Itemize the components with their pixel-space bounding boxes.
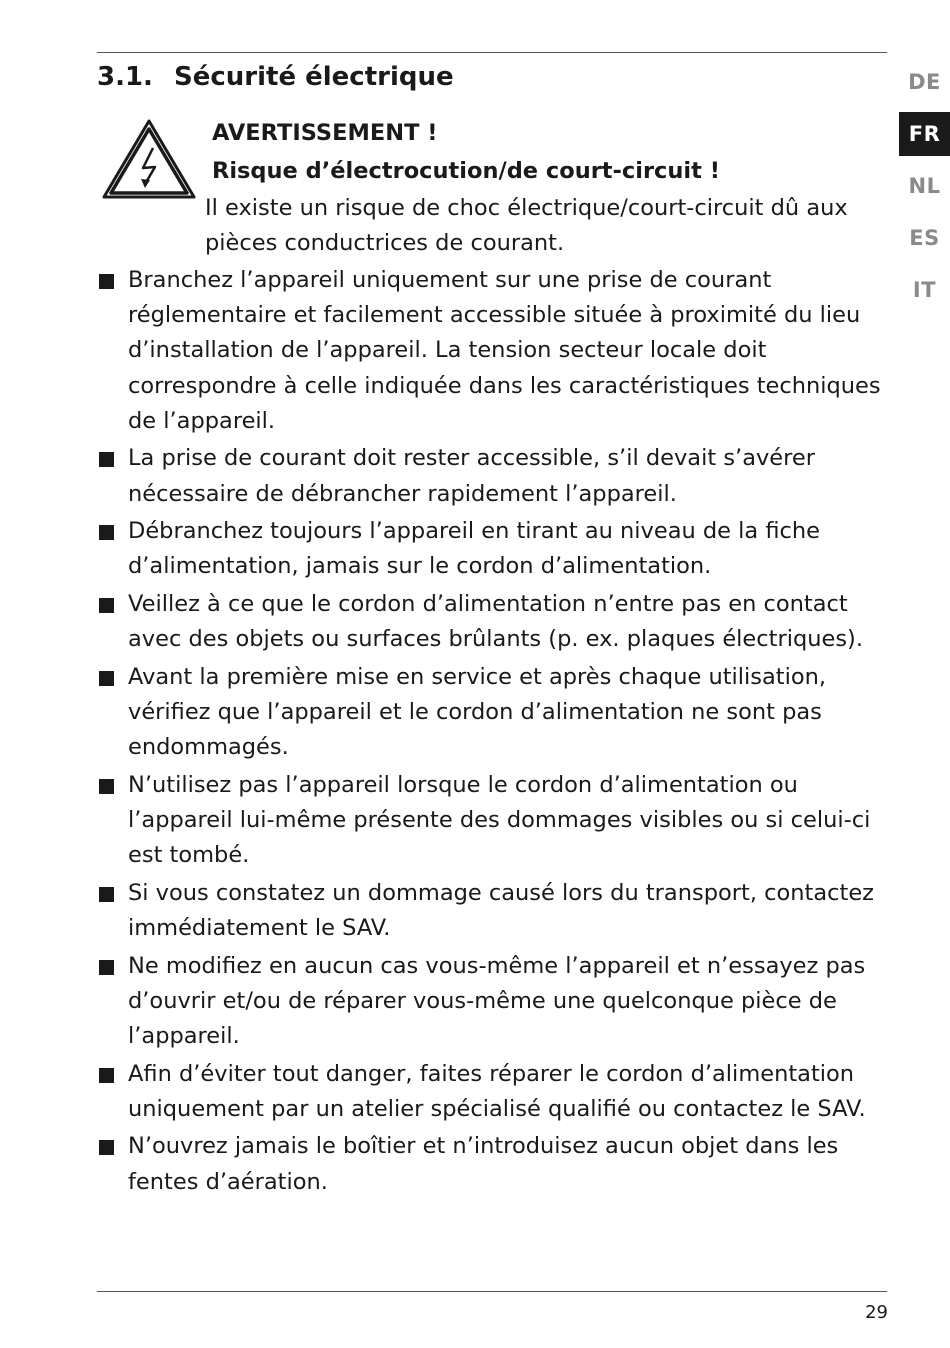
list-item: [97, 441, 887, 511]
list-item: [97, 263, 887, 439]
bullet-square-icon: [99, 779, 114, 794]
bullet-square-icon: [99, 274, 114, 289]
language-tab-it[interactable]: IT: [912, 278, 937, 302]
list-item: [97, 1057, 887, 1127]
language-tab-de[interactable]: DE: [908, 70, 941, 94]
list-item-text: La prise de courant doit rester accessible, s’il devait s’avérer nécessaire de débrancher rapidement l’appareil.: [128, 445, 815, 507]
bullet-square-icon: [99, 525, 114, 540]
list-item-text: Veillez à ce que le cordon d’alimentation n’entre pas en contact avec des objets ou surfaces brûlants (p. ex. plaques électriques).: [128, 591, 863, 653]
list-item: [97, 514, 887, 584]
language-tab-nl[interactable]: NL: [908, 174, 941, 198]
list-item: [97, 660, 887, 766]
bullet-square-icon: [99, 452, 114, 467]
bullet-square-icon: [99, 960, 114, 975]
list-item-text: N’ouvrez jamais le boîtier et n’introduisez aucun objet dans les fentes d’aération.: [128, 1133, 839, 1195]
list-item: [97, 949, 887, 1055]
bullet-square-icon: [99, 598, 114, 613]
language-tab-es[interactable]: ES: [909, 226, 940, 250]
list-item-text: Si vous constatez un dommage causé lors du transport, contactez immédiatement le SAV.: [128, 879, 874, 941]
section-number: 3.1.: [97, 62, 153, 92]
list-item: [97, 876, 887, 946]
list-item-text: Ne modifiez en aucun cas vous-même l’appareil et n’essayez pas d’ouvrir et/ou de réparer vous-même une quelconque pièce de l’appareil.: [128, 952, 866, 1049]
electric-shock-warning-icon: [101, 118, 197, 200]
list-item-text: Branchez l’appareil uniquement sur une prise de courant réglementaire et facilement accessible située à proximité du lieu d’installation de l’appareil. La tension secteur locale doit correspondre à celle indiquée dans les caractéristiques techniques de l’appareil.: [128, 267, 881, 434]
warning-subtitle: Risque d’électrocution/de court-circuit !: [212, 158, 720, 184]
list-item-text: Avant la première mise en service et après chaque utilisation, vérifiez que l’appareil et le cordon d’alimentation ne sont pas endommagés.: [128, 663, 827, 761]
page-number: 29: [865, 1302, 888, 1323]
safety-list: [97, 263, 887, 1202]
section-title: Sécurité électrique: [174, 62, 454, 92]
warning-title: AVERTISSEMENT !: [212, 120, 438, 146]
language-tabs: [899, 60, 950, 320]
list-item: [97, 768, 887, 874]
bullet-square-icon: [99, 671, 114, 686]
bullet-square-icon: [99, 1068, 114, 1083]
list-item-text: N’utilisez pas l’appareil lorsque le cordon d’alimentation ou l’appareil lui-même présente des dommages visibles ou si celui-ci est tombé.: [128, 771, 871, 869]
list-item-text: Afin d’éviter tout danger, faites réparer le cordon d’alimentation uniquement par un atelier spécialisé qualifié ou contactez le SAV.: [128, 1060, 866, 1122]
warning-text: Il existe un risque de choc électrique/court-circuit dû aux pièces conductrices de courant.: [205, 195, 848, 256]
bullet-square-icon: [99, 1140, 114, 1155]
bullet-square-icon: [99, 887, 114, 902]
list-item: [97, 587, 887, 657]
bottom-rule: [97, 1291, 887, 1292]
section-heading: [97, 56, 454, 98]
top-rule: [97, 52, 887, 53]
list-item-text: Débranchez toujours l’appareil en tirant au niveau de la fiche d’alimentation, jamais sur le cordon d’alimentation.: [128, 518, 821, 580]
language-tab-fr[interactable]: FR: [899, 112, 950, 156]
list-item: [97, 1129, 887, 1199]
